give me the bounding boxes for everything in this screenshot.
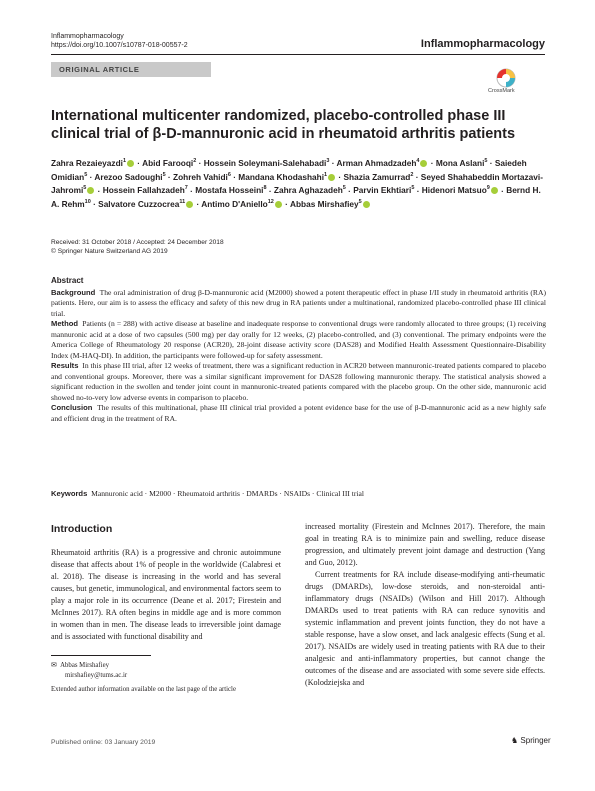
springer-horse-icon: ♞ <box>511 736 519 745</box>
author[interactable] <box>204 158 330 168</box>
author-name: Mostafa Hosseini <box>195 185 264 196</box>
author-name: Parvin Ekhtiari <box>353 185 412 196</box>
author-name: Bernd H. A. Rehm <box>51 185 541 210</box>
crossmark-badge[interactable] <box>486 68 526 98</box>
footnote-rule <box>51 655 151 656</box>
author-affiliation: 1 <box>122 158 126 164</box>
orcid-icon[interactable] <box>363 201 370 208</box>
orcid-icon[interactable] <box>420 160 427 167</box>
abstract-conclusion <box>51 403 546 424</box>
copyright: © Springer Nature Switzerland AG 2019 <box>51 248 168 255</box>
orcid-icon[interactable] <box>87 187 94 194</box>
journal-small-name: Inflammopharmacology <box>51 33 124 40</box>
author-affiliation: 2 <box>193 158 197 164</box>
author-affiliation: 12 <box>267 199 274 206</box>
abstract <box>51 276 546 424</box>
intro-paragraph-3: Current treatments for RA include disease-modifying anti-rheumatic drugs (DMARDs), low-dose steroids, and non-steroidal anti-inflammatory drugs (NSAIDs) (Wilson and Hill 2017). Although DMARDs used to treat patients with RA can reduce synovitis and systemic inflammation and prevent joints function, they do not have a stable response, have a slow onset, and lack analgesic effects (Sung et al. 2017). NSAIDs are widely used in treating patients with RA due to their analgesic and anti-inflammatory properties, but cannot change the outcomes of the disease and are associated with some severe side effects. (Kolodziejska and <box>305 570 545 687</box>
author[interactable] <box>103 185 188 195</box>
author-name: Zahra Rezaieyazdi <box>51 157 123 168</box>
author-name: Abid Farooqi <box>142 157 194 168</box>
corr-email[interactable]: mirshafiey@tums.ac.ir <box>65 671 128 679</box>
extended-author-info: Extended author information available on the last page of the article <box>51 686 236 693</box>
corresponding-author <box>51 661 127 680</box>
author-affiliation: 8 <box>263 185 267 192</box>
author-name: Salvatore Cuzzocrea <box>98 199 180 210</box>
author-name: Hossein Soleymani-Salehabadi <box>203 157 327 168</box>
abstract-method <box>51 319 546 361</box>
article-title <box>51 107 521 143</box>
author[interactable] <box>94 172 165 182</box>
author-affiliation: 5 <box>411 185 415 192</box>
journal-meta <box>51 32 188 50</box>
corr-name: Abbas Mirshafiey <box>60 662 109 669</box>
orcid-icon[interactable] <box>186 201 193 208</box>
author-name: Arezoo Sadoughi <box>94 171 163 182</box>
author-affiliation: 5 <box>342 185 346 192</box>
author[interactable] <box>195 185 266 195</box>
abstract-background <box>51 288 546 320</box>
author-name: Hidenori Matsuo <box>421 185 487 196</box>
published-online: Published online: 03 January 2019 <box>51 739 156 746</box>
doi-link[interactable]: https://doi.org/10.1007/s10787-018-00557-2 <box>51 42 188 49</box>
author-name: Zahra Aghazadeh <box>273 185 343 196</box>
author-list: Zahra Rezaieyazdi$^1$ · Abid Farooqi$^2$ · Hossein Soleymani-Salehabadi$^3$ · Arman Ahmadzadeh$^4$ · Mona Aslani$^5$ · Saiedeh Omidian$^5$ · Arezoo Sadoughi$^5$ · Zohreh Vahidi$^6$ · Mandana Khodashahi$^1$ · Shazia Zamurrad$^2$ · Seyed Shahabeddin Mortazavi-Jahromi$^5$ · Hossein Fallahzadeh$^7$ · Mostafa Hosseini$^8$ · Zahra Aghazadeh$^5$ · Parvin Ekhtiari$^5$ · Hidenori Matsuo$^9$ · Bernd H. A. Rehm$^{10}$ · Salvatore Cuzzocrea$^{11}$ · Antimo D'Aniello$^{12}$ · Abbas Mirshafiey$^5$ <box>51 157 543 210</box>
author-affiliation: 5 <box>84 171 88 178</box>
springer-logo <box>511 736 551 745</box>
publisher-name: Springer <box>520 736 551 745</box>
author-affiliation: 5 <box>358 199 362 206</box>
background-label: Background <box>51 287 96 297</box>
author-name: Mandana Khodashahi <box>238 171 325 182</box>
author[interactable] <box>436 158 488 168</box>
author-affiliation: 9 <box>486 185 490 192</box>
keywords <box>51 489 546 498</box>
author[interactable] <box>201 199 283 209</box>
results-text: In this phase III trial, after 12 weeks of treatment, there was a significant reduction in ACR20 between mannuronic-treated patients compared to placebo and conventional groups. Moreover, there was a similar significant improvement for DAS28 following mannuronic therapy. The statistical analysis showed a significant reduction in the swollen and tender joint count in mannuronic-treated patients compared with the placebo group. On the other side, mannuronic acid showed no-to-very low adverse events in comparison to placebo. <box>51 361 546 402</box>
header-rule <box>51 54 545 55</box>
mail-icon: ✉ <box>51 662 57 669</box>
journal-name: Inflammopharmacology <box>420 38 545 50</box>
keywords-text: Mannuronic acid · M2000 · Rheumatoid arthritis · DMARDs · NSAIDs · Clinical III trial <box>91 489 364 498</box>
abstract-results <box>51 361 546 403</box>
article-type-badge: ORIGINAL ARTICLE <box>51 62 211 77</box>
author[interactable] <box>238 172 336 182</box>
author-affiliation: 6 <box>227 171 231 178</box>
author-name: Seyed Shahabeddin Mortazavi-Jahromi <box>51 171 543 196</box>
keywords-label: Keywords <box>51 489 88 498</box>
author-name: Hossein Fallahzadeh <box>102 185 185 196</box>
author-name: Shazia Zamurrad <box>343 171 411 182</box>
author-affiliation: 2 <box>410 171 414 178</box>
author[interactable] <box>336 158 428 168</box>
author-affiliation: 5 <box>83 185 87 192</box>
intro-paragraph-1: Rheumatoid arthritis (RA) is a progressive and chronic autoimmune disease that affects about 1% of people in the worldwide (Calabresi et al. 2018). The disease is increasing in the world and has several causes, but genetic, immunological, and environmental factors seem to play a major role in its occurrence (Deane et al. 2017; Firestein and McInnes 2017). RA often begins in middle age and is more common in women than in men. The disease leads to irreversible joint damage and is associated with functional disability and <box>51 548 281 641</box>
author-name: Mona Aslani <box>435 157 485 168</box>
author-affiliation: 3 <box>326 158 330 164</box>
orcid-icon[interactable] <box>127 160 134 167</box>
author[interactable] <box>98 199 194 209</box>
conclusion-text: The results of this multinational, phase III clinical trial provided a potent evidence base for the use of β-D-mannuronic acid as a new highly safe and efficient drug in the treatment of RA. <box>51 403 547 423</box>
conclusion-label: Conclusion <box>51 403 93 412</box>
author[interactable] <box>274 185 346 195</box>
abstract-heading: Abstract <box>51 276 84 285</box>
orcid-icon[interactable] <box>491 187 498 194</box>
author[interactable] <box>173 172 231 182</box>
author[interactable] <box>142 158 196 168</box>
author[interactable] <box>422 185 499 195</box>
author-affiliation: 7 <box>184 185 188 192</box>
author-name: Zohreh Vahidi <box>173 171 228 182</box>
author[interactable] <box>290 199 371 209</box>
author-name: Abbas Mirshafiey <box>289 199 359 210</box>
author-affiliation: 1 <box>324 171 328 178</box>
author-affiliation: 11 <box>179 199 186 206</box>
background-text: The oral administration of drug β-D-mannuronic acid (M2000) showed a potent therapeutic effect in phase I/II study in rheumatoid arthritis (RA) patients. Here, our aim is to assess the efficacy and safety of this new drug in RA patients under a multinational, randomized placebo-controlled phase III clinical trial. <box>51 287 546 318</box>
introduction-heading: Introduction <box>51 523 113 535</box>
author-name: Arman Ahmadzadeh <box>336 157 417 168</box>
author-name: Saiedeh Omidian <box>51 157 527 182</box>
received-accepted: Received: 31 October 2018 / Accepted: 24 December 2018 <box>51 239 224 246</box>
intro-right-column <box>305 521 545 689</box>
method-label: Method <box>51 319 78 328</box>
orcid-icon[interactable] <box>328 174 335 181</box>
intro-paragraph-2: increased mortality (Firestein and McInnes 2017). Therefore, the main goal in treating RA is to minimize pain and swelling, reduce disease progression, and ultimately prevent joint damage and destruction (Yang and Guo, 2012). <box>305 522 545 567</box>
author-affiliation: 4 <box>416 158 420 164</box>
results-label: Results <box>51 361 79 370</box>
author-name: Antimo D'Aniello <box>201 199 268 210</box>
method-text: Patients (n = 288) with active disease at baseline and inadequate response to conventional drugs were randomly allocated to three groups; (1) receiving mannuronic acid at a dose of two capsules (500 mg) per day orally for 12 weeks, (2) placebo-controlled, and (3) conventional. The primary endpoints were the America College of Rheumatology 20 response (ACR20), 28-joint disease activity score (DAS28) and Modified Health Assessment Questionnaire-Disability Index (M-HAQ-DI). In addition, the participants were followed-up for safety assessment. <box>51 319 547 360</box>
author[interactable] <box>353 185 414 195</box>
title-line-1: International multicenter randomized, placebo-controlled phase III <box>51 108 506 124</box>
crossmark-label: CrossMark <box>488 88 515 94</box>
author-affiliation: 5 <box>484 158 488 164</box>
title-line-2: clinical trial of β-D-mannuronic acid in rheumatoid arthritis patients <box>51 126 516 142</box>
author-affiliation: 10 <box>84 199 91 206</box>
author[interactable] <box>343 172 413 182</box>
author-affiliation: 5 <box>162 171 166 178</box>
orcid-icon[interactable] <box>275 201 282 208</box>
author[interactable] <box>51 158 135 168</box>
intro-left-column <box>51 547 281 643</box>
article-dates <box>51 238 224 256</box>
